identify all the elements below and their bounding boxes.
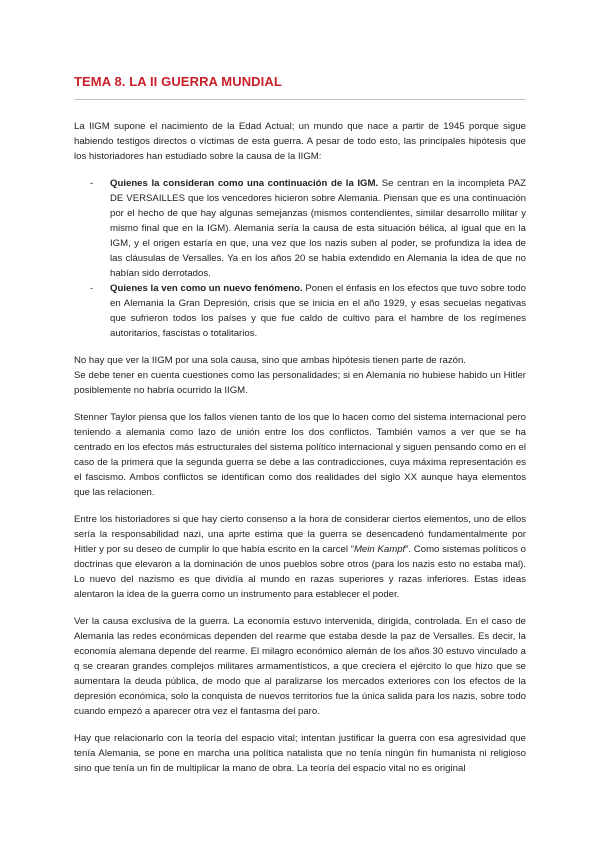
paragraph: Hay que relacionarlo con la teoría del espacio vital; intentan justificar la guerra con esa agresividad que tenía Alemania, se pone en marcha una política natalista que no tenía ningún fin humanista ni religioso sino que tenía un fin de multiplicar la mano de obra. La teoría del espacio vital no es original: [74, 733, 526, 774]
paragraph-text: Entre los historiadores si que hay cierto consenso a la hora de considerar ciertos elementos, uno de ellos sería la responsabilidad nazi, una aprte estima que la guerra se desencadenó fundamentalmente por Hitler y por su deseo de cumplir lo que había escrito en la carcel “: [74, 514, 526, 555]
intro-paragraph: La IIGM supone el nacimiento de la Edad Actual; un mundo que nace a partir de 1945 porque sigue habiendo testigos directos o víctimas de esta guerra. A pesar de todo esto, las principales hipótesis que los historiadores han estudiado sobre la causa de la IIGM:: [74, 121, 526, 162]
hypotheses-list: [74, 176, 526, 341]
document-body: [74, 119, 526, 788]
paragraph: Se debe tener en cuenta cuestiones como las personalidades; si en Alemania no hubiese habido un Hitler posiblemente no habría ocurrido la IIGM.: [74, 370, 526, 396]
list-dash: -: [90, 283, 94, 294]
list-item-text: Se centran en la incompleta PAZ DE VERSAILLES que los vencedores hicieron sobre Alemania. Piensan que es una continuación por el hecho de que hay algunas semejanzas (mismos contendientes, similar desarrollo militar y mismo final que en la IGM). Alemania sería la causa de esta situación bélica, al igual que en la IGM, y el origen estaría en que, una vez que los nazis suben al poder, se profundiza la idea de las cláusulas de Versalles. Ya en los años 20 se había extendido en Alemania la idea de que no habían sido derrotados.: [110, 178, 526, 279]
paragraph: Stenner Taylor piensa que los fallos vienen tanto de los que lo hacen como del sistema internacional pero teniendo a alemania como lazo de unión entre los dos conflictos. También vamos a ver que se ha centrado en los efectos más estructurales del sistema político internacional y siguen pensando como en el caso de la primera que la segunda guerra se debe a las contradicciones, cuya máxima representación es el fascismo. Ambos conflictos se identifican como dos realidades del siglo XX aunque haya elementos que las relacionen.: [74, 412, 526, 498]
book-title: Mein Kampf: [353, 544, 406, 555]
paragraph: Ver la causa exclusiva de la guerra. La economía estuvo intervenida, dirigida, controlada. En el caso de Alemania las redes económicas dependen del rearme que estaba desde la paz de Versalles. Es decir, la economía alemana depende del rearme. El milagro económico alemán de los años 30 estuvo vinculado a q se crearan grandes complejos militares armamentísticos, a que creciera el ejército lo que hizo que se aumentara la deuda pública, de modo que al paralizarse los mercados exteriores con los efectos de la depresión económica, solo la conquista de nuevos territorios fue la única salida para los nazis, sobre todo cuando empezó a aparecer otra vez el fantasma del paro.: [74, 616, 526, 717]
list-item: [74, 281, 526, 341]
title-divider: [74, 99, 526, 100]
paragraph: No hay que ver la IIGM por una sola causa, sino que ambas hipótesis tienen parte de razón.: [74, 355, 466, 366]
list-item-lead: Quienes la consideran como una continuación de la IGM.: [110, 178, 379, 189]
list-item: [74, 176, 526, 281]
paragraph-text: ”. Como sistemas políticos o doctrinas que elevaron a la dominación de unos pueblos sobre otros (para los nazis esto no estaba mal). Lo nuevo del nazismo es que dividía al mundo en razas superiores y razas inferiores. Estas ideas alentaron la idea de la guerra como un instrumento para establecer el poder.: [74, 544, 526, 600]
list-item-lead: Quienes la ven como un nuevo fenómeno.: [110, 283, 303, 294]
list-item-text: Ponen el énfasis en los efectos que tuvo sobre todo en Alemania la Gran Depresión, crisis que se inicia en el año 1929, y esas secuelas negativas que sufrieron todos los países y que fue caldo de cultivo para el hambre de los regímenes autoritarios, fascistas o totalitarios.: [110, 283, 526, 339]
list-dash: -: [90, 178, 94, 189]
page-title: TEMA 8. LA II GUERRA MUNDIAL: [74, 74, 282, 89]
paragraph: [74, 512, 526, 602]
